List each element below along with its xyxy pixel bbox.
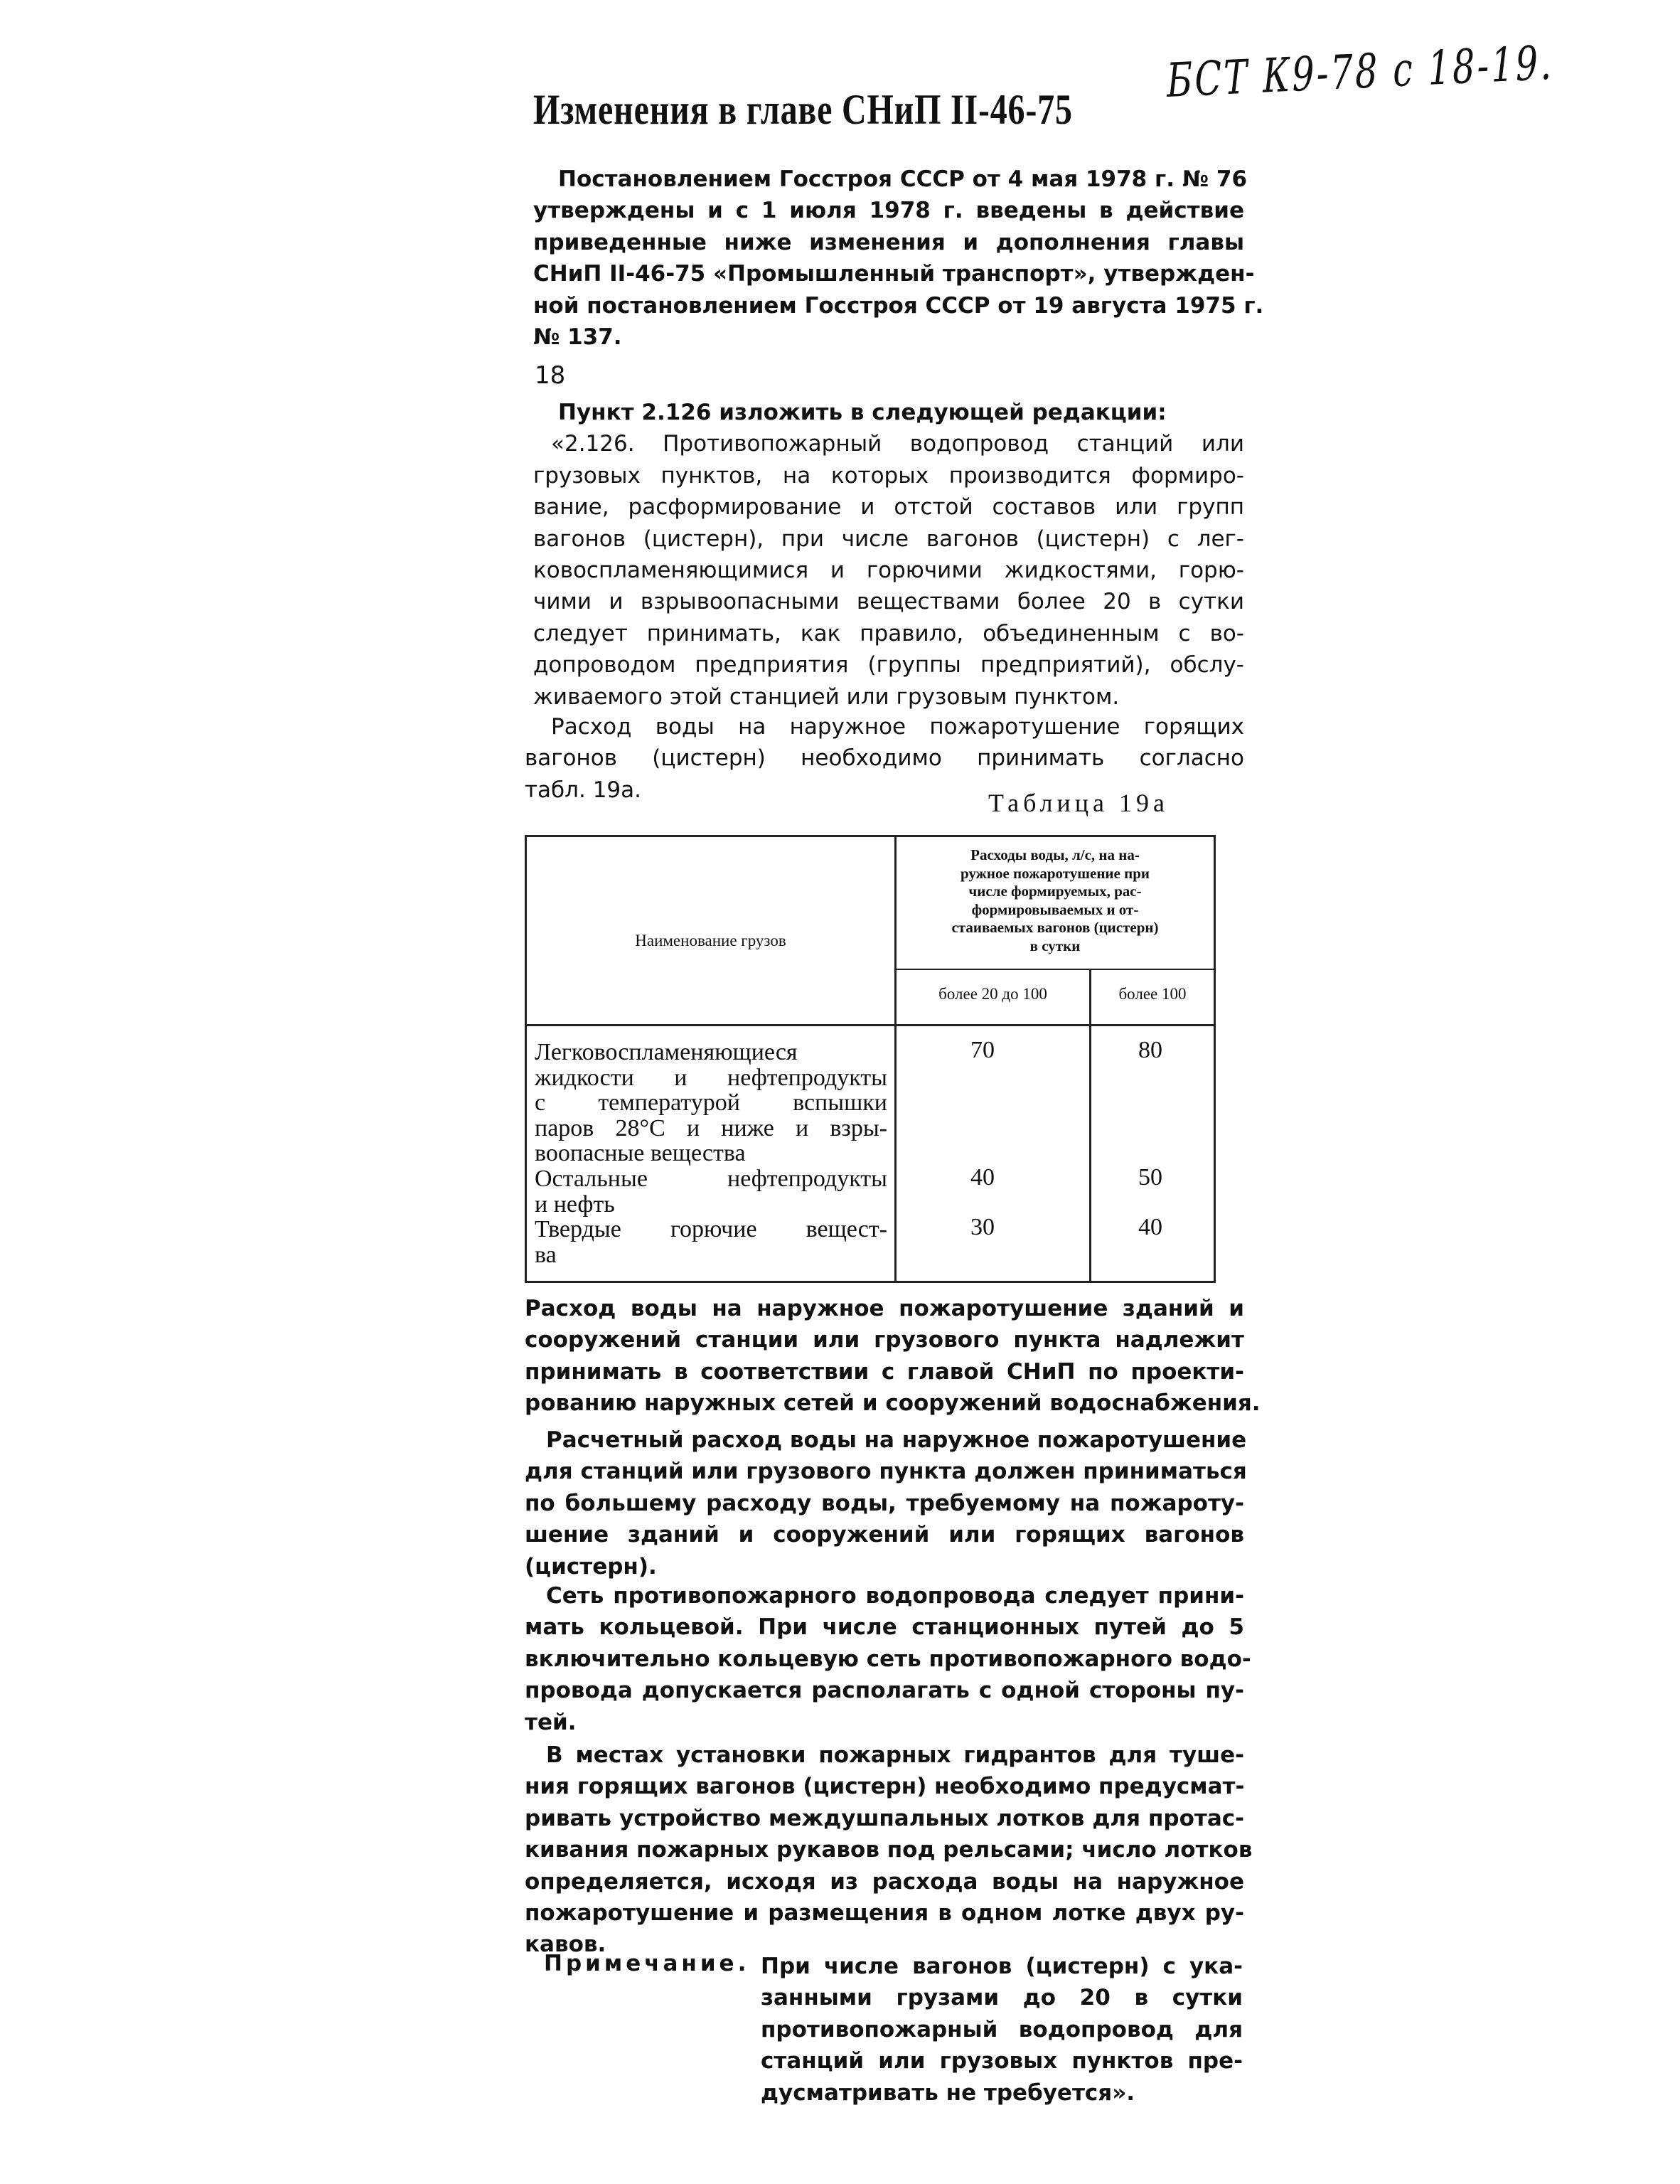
p4-line: определяется, исходя из расхода воды на наружное bbox=[525, 1868, 1244, 1895]
p3-line: включительно кольцевую сеть противопожарного водо- bbox=[525, 1646, 1251, 1672]
p4-line: В местах установки пожарных гидрантов для туше- bbox=[546, 1742, 1244, 1768]
p1-line: сооружений станции или грузового пункта надлежит bbox=[525, 1327, 1244, 1353]
intro-line: приведенные ниже изменения и дополнения главы bbox=[533, 229, 1244, 255]
row-2-name-line: Остальные нефтепродукты bbox=[535, 1166, 887, 1192]
intro-line: № 137. bbox=[533, 324, 622, 351]
group-header-line: формировываемых и от- bbox=[971, 900, 1139, 918]
p4-line: кивания пожарных рукавов под рельсами; число лотков bbox=[525, 1837, 1253, 1863]
p3-line: тей. bbox=[525, 1709, 577, 1735]
p4-line: пожаротушение и размещения в одном лотке двух ру- bbox=[525, 1900, 1244, 1927]
group-header-line: в сутки bbox=[1029, 937, 1081, 954]
flow-line: вагонов (цистерн) необходимо принимать согласно bbox=[525, 745, 1244, 772]
col-name-header: Наименование грузов bbox=[635, 932, 786, 949]
p2-line: для станций или грузового пункта должен приниматься bbox=[525, 1459, 1247, 1485]
after-table-p2 bbox=[525, 1424, 1247, 1582]
intro-paragraph bbox=[533, 164, 1264, 353]
note-label: Примечание. bbox=[544, 1951, 750, 1976]
row-1-name bbox=[535, 1040, 887, 1166]
clause-line: следует принимать, как правило, объединенным с во- bbox=[533, 620, 1244, 646]
note-body bbox=[761, 1951, 1243, 2109]
note-line: дусматривать не требуется». bbox=[761, 2079, 1135, 2106]
clause-line: чими и взрывоопасными веществами более 20 в сутки bbox=[533, 589, 1244, 615]
table-bottom-border bbox=[525, 1281, 1216, 1283]
intro-line: СНиП II-46-75 «Промышленный транспорт», утвержден- bbox=[533, 261, 1255, 287]
page-number: 18 bbox=[535, 361, 566, 390]
table-top-border bbox=[525, 835, 1216, 837]
p4-line: кавов. bbox=[525, 1932, 606, 1958]
p3-line: мать кольцевой. При числе станционных путей до 5 bbox=[525, 1614, 1244, 1641]
intro-line: утверждены и с 1 июля 1978 г. введены в действие bbox=[533, 198, 1244, 224]
table-right-border bbox=[1214, 835, 1216, 1283]
clause-line: грузовых пунктов, на которых производится формиро- bbox=[533, 462, 1244, 489]
row-3-name-line: Твердые горючие вещест- bbox=[535, 1216, 887, 1242]
after-table-p1 bbox=[525, 1293, 1261, 1419]
row-2-name-line: и нефть bbox=[535, 1190, 615, 1218]
row-2-name bbox=[535, 1166, 887, 1217]
row-2-value-1: 40 bbox=[970, 1164, 995, 1190]
p1-line: принимать в соответствии с главой СНиП по проекти- bbox=[525, 1358, 1244, 1385]
row-1-name-line: паров 28°С и ниже и взры- bbox=[535, 1114, 887, 1141]
row-1-value-1: 70 bbox=[970, 1037, 995, 1063]
clause-block bbox=[533, 397, 1244, 713]
subheader-20-100: более 20 до 100 bbox=[938, 985, 1047, 1003]
note-line: противопожарный водопровод для bbox=[761, 2016, 1243, 2042]
group-header-line: стаиваемых вагонов (цистерн) bbox=[951, 919, 1159, 936]
row-3-name-line: ва bbox=[535, 1241, 557, 1268]
p3-line: провода допускается располагать с одной стороны пу- bbox=[525, 1678, 1244, 1704]
after-table-p3 bbox=[525, 1580, 1251, 1738]
flow-line: табл. 19а. bbox=[525, 777, 641, 803]
row-3-name bbox=[535, 1217, 887, 1267]
table-caption: Таблица 19а bbox=[988, 789, 1169, 817]
row-1-name-line: воопасные вещества bbox=[535, 1140, 746, 1166]
intro-line: ной постановлением Госстроя СССР от 19 августа 1975 г. bbox=[533, 292, 1264, 319]
group-header-line: числе формируемых, рас- bbox=[968, 883, 1142, 900]
row-2-value-2: 50 bbox=[1138, 1164, 1162, 1190]
p2-line: шение зданий и сооружений или горящих вагонов bbox=[525, 1522, 1244, 1548]
header-inner-line bbox=[894, 969, 1216, 970]
p2-line: (цистерн). bbox=[525, 1553, 657, 1580]
row-3-value-1: 30 bbox=[970, 1214, 995, 1240]
row-1-name-line: с температурой вспышки bbox=[535, 1090, 887, 1116]
after-table-p4 bbox=[525, 1740, 1253, 1961]
row-3-value-2: 40 bbox=[1138, 1214, 1162, 1240]
p1-line: Расход воды на наружное пожаротушение зданий и bbox=[525, 1296, 1244, 1321]
subheader-over-100: более 100 bbox=[1118, 985, 1187, 1003]
table-left-border bbox=[525, 835, 527, 1283]
note-line: станций или грузовых пунктов пре- bbox=[761, 2048, 1243, 2074]
clause-heading: Пункт 2.126 изложить в следующей редакции: bbox=[558, 400, 1167, 425]
clause-line: «2.126. Противопожарный водопровод станций или bbox=[551, 431, 1244, 457]
clause-line: вагонов (цистерн), при числе вагонов (цистерн) с лег- bbox=[533, 526, 1244, 552]
p4-line: ния горящих вагонов (цистерн) необходимо предусмат- bbox=[525, 1774, 1245, 1800]
clause-line: вание, расформирование и отстой составов или групп bbox=[533, 494, 1244, 521]
intro-line: Постановлением Госстроя СССР от 4 мая 1978 г. № 76 bbox=[558, 166, 1248, 192]
p2-line: по большему расходу воды, требуемому на пожароту- bbox=[525, 1490, 1244, 1516]
note-line: При числе вагонов (цистерн) с ука- bbox=[761, 1954, 1243, 1979]
row-1-name-line: жидкости и нефтепродукты bbox=[535, 1064, 887, 1091]
p1-line: рованию наружных сетей и сооружений водоснабжения. bbox=[525, 1390, 1261, 1417]
p3-line: Сеть противопожарного водопровода следует прини- bbox=[546, 1583, 1244, 1609]
subheader-divider bbox=[1089, 969, 1091, 1283]
row-1-name-line: Легковоспламеняющиеся bbox=[535, 1039, 798, 1065]
group-header-line: ружное пожаротушение при bbox=[961, 864, 1150, 882]
p4-line: ривать устройство междушпальных лотков для протас- bbox=[525, 1805, 1244, 1831]
header-bottom-line bbox=[525, 1024, 1216, 1026]
p2-line: Расчетный расход воды на наружное пожаротушение bbox=[546, 1427, 1247, 1453]
handwritten-annotation: БСТ К9-78 с 18-19. bbox=[1166, 35, 1554, 108]
clause-line: допроводом предприятия (группы предприятий), обслу- bbox=[533, 652, 1244, 678]
clause-line: ковоспламеняющимися и горючими жидкостями, горю- bbox=[533, 558, 1244, 584]
page-title: Изменения в главе СНиП II-46-75 bbox=[533, 86, 1073, 133]
row-1-value-2: 80 bbox=[1138, 1037, 1162, 1063]
group-header bbox=[897, 846, 1214, 955]
note-line: занными грузами до 20 в сутки bbox=[761, 1985, 1243, 2011]
group-header-line: Расходы воды, л/с, на на- bbox=[970, 846, 1140, 863]
flow-line: Расход воды на наружное пожаротушение горящих bbox=[551, 714, 1244, 740]
clause-line: живаемого этой станцией или грузовым пунктом. bbox=[533, 683, 1120, 710]
